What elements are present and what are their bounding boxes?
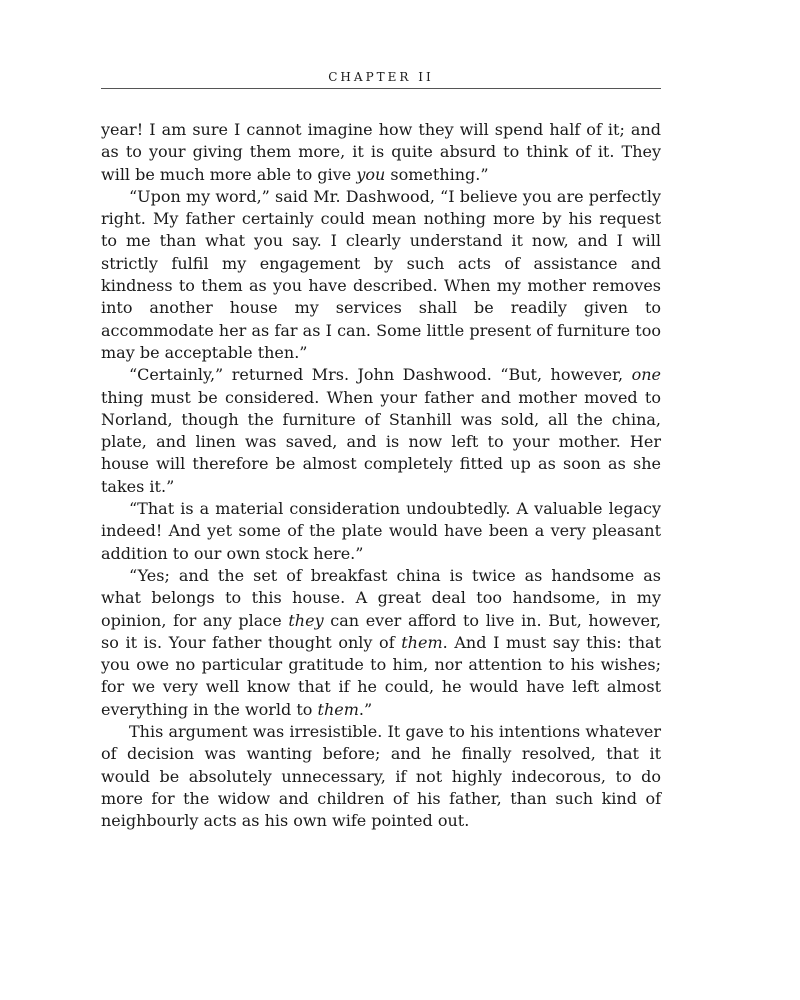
text-run: can ever afford to live in. But, however, so it is. Your father thought only of xyxy=(101,610,661,652)
text-run: “Certainly,” returned Mrs. John Dashwood. “But, however, xyxy=(129,365,632,385)
text-run: .” xyxy=(358,699,373,719)
emphasis-text: one xyxy=(631,365,661,385)
emphasis-text: them xyxy=(317,699,359,719)
text-run: year! I am sure I cannot imagine how they will spend half of it; and as to your giving them more, it is quite absurd to think of it. They will be much more able to give xyxy=(101,120,661,184)
paragraph xyxy=(101,186,661,364)
text-run: something.” xyxy=(385,164,489,184)
text-run: “That is a material consideration undoubtedly. A valuable legacy indeed! And yet some of the plate would have been a very pleasant addition to our own stock here.” xyxy=(101,499,661,563)
paragraph xyxy=(101,364,661,498)
book-page xyxy=(101,70,661,833)
text-run: . And I must say this: that you owe no particular gratitude to him, nor attention to his wishes; for we very well know that if he could, he would have left almost everything in the world to xyxy=(101,632,661,719)
text-run: This argument was irresistible. It gave to his intentions whatever of decision was wanting before; and he finally resolved, that it would be absolutely unnecessary, if not highly indecorous, to do more for the widow and children of his father, than such kind of neighbourly acts as his own wife pointed out. xyxy=(101,722,661,831)
paragraph xyxy=(101,119,661,186)
emphasis-text: you xyxy=(356,164,386,184)
running-head: CHAPTER II xyxy=(101,70,661,89)
paragraph xyxy=(101,498,661,565)
body-text xyxy=(101,119,661,833)
emphasis-text: they xyxy=(288,610,324,630)
emphasis-text: them xyxy=(401,632,443,652)
paragraph xyxy=(101,565,661,721)
paragraph xyxy=(101,721,661,832)
text-run: thing must be considered. When your father and mother moved to Norland, though the furniture of Stanhill was sold, all the china, plate, and linen was saved, and is now left to your mother. Her house will therefore be almost completely fitted up as soon as she takes it.” xyxy=(101,387,661,496)
text-run: “Yes; and the set of breakfast china is twice as handsome as what belongs to this house. A great deal too handsome, in my opinion, for any place xyxy=(101,565,661,630)
text-run: “Upon my word,” said Mr. Dashwood, “I believe you are perfectly right. My father certainly could mean nothing more by his request to me than what you say. I clearly understand it now, and I will strictly fulfil my engagement by such acts of assistance and kindness to them as you have described. When my mother removes into another house my services shall be readily given to accommodate her as far as I can. Some little present of furniture too may be acceptable then.” xyxy=(101,186,661,362)
